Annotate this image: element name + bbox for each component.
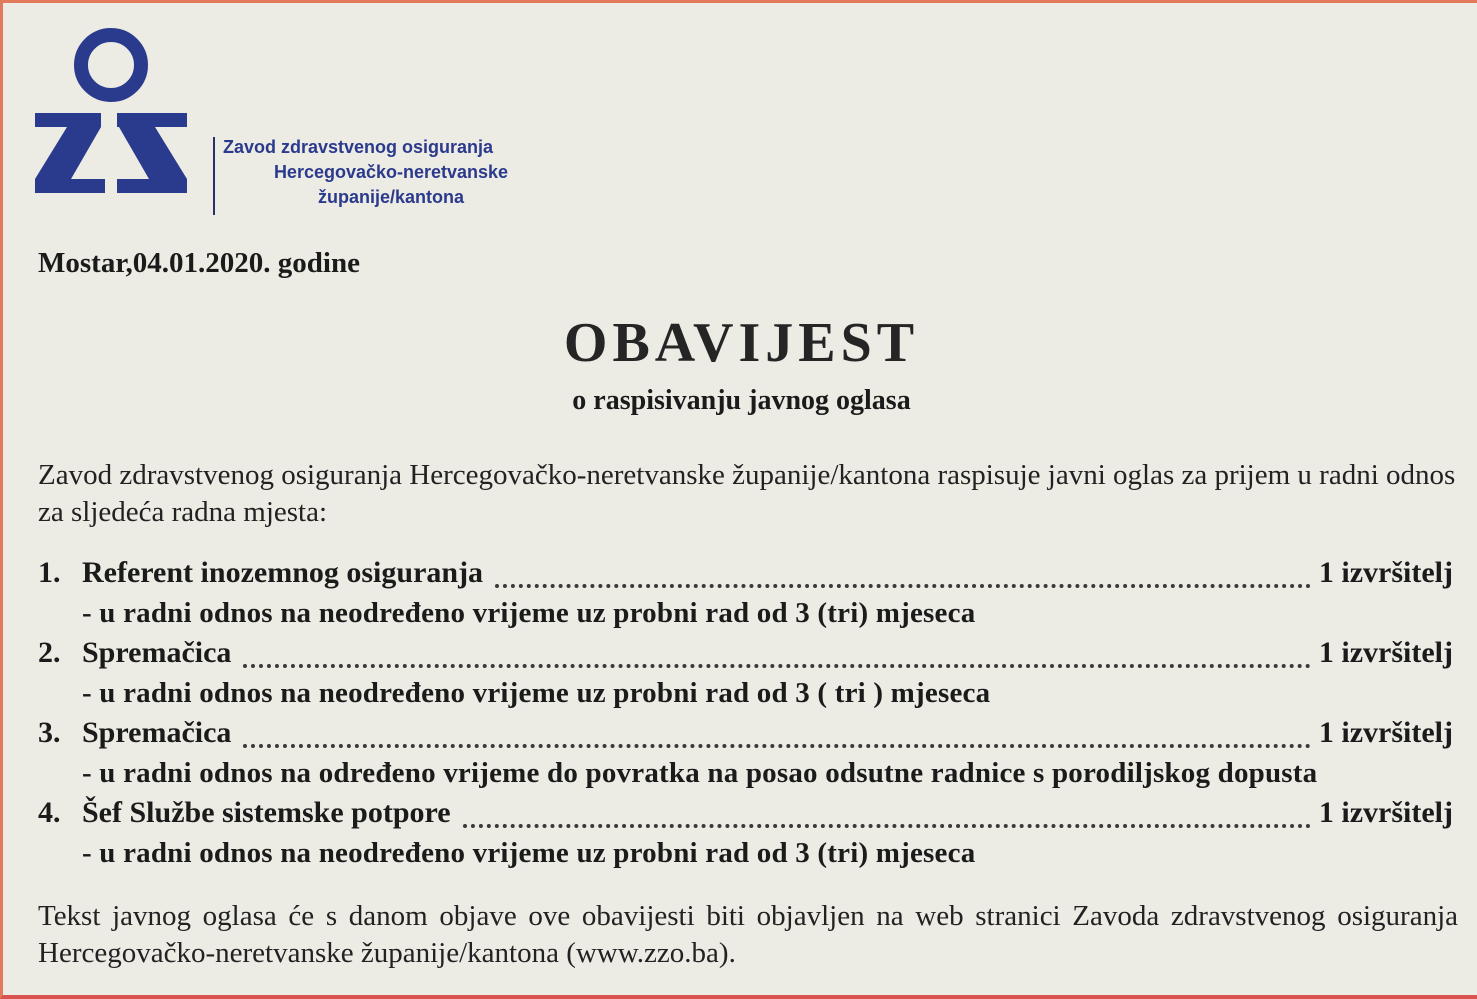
intro-paragraph: Zavod zdravstvenog osiguranja Hercegovačko-neretvanske županije/kantona raspisuje javni oglas za prijem u radni odnos za sljedeća radna mjesta: [38,459,1456,528]
logo-line-2: Hercegovačko-neretvanske [273,162,509,182]
position-count: 1 izvršitelj [1318,556,1453,589]
date-line: Mostar,04.01.2020. godine [38,247,360,279]
list-item [38,793,1453,873]
position-number: 4. [38,796,61,829]
position-detail: - u radni odnos na neodređeno vrijeme uz probni rad od 3 (tri) mjeseca [82,837,976,869]
position-detail: - u radni odnos na neodređeno vrijeme uz probni rad od 3 (tri) mjeseca [82,597,976,629]
position-count: 1 izvršitelj [1318,796,1453,829]
position-name: Referent inozemnog osiguranja [82,556,484,589]
closing-paragraph: Tekst javnog oglasa će s danom objave ove obavijesti biti objavljen na web stranici Zavoda zdravstvenog osiguranja Hercegovačko-neretvanske županije/kantona (www.zzo.ba). [38,900,1458,969]
logo-text [221,135,561,210]
position-count: 1 izvršitelj [1318,716,1453,749]
logo-divider [213,137,215,215]
positions-list [38,553,1453,873]
position-detail: - u radni odnos na neodređeno vrijeme uz probni rad od 3 ( tri ) mjeseca [82,677,991,709]
list-item [38,553,1453,633]
dotted-leader [463,814,1311,828]
dotted-leader [495,574,1311,588]
position-name: Spremačica [82,716,232,749]
notice-title: OBAVIJEST [563,312,920,374]
notice-subtitle: o raspisivanju javnog oglasa [572,385,911,416]
logo-line-1: Zavod zdravstvenog osiguranja [223,137,494,157]
position-count: 1 izvršitelj [1318,636,1453,669]
position-number: 2. [38,636,61,669]
position-detail: - u radni odnos na određeno vrijeme do povratka na posao odsutne radnice s porodiljskog dopusta [82,757,1318,789]
logo-line-3: županije/kantona [317,187,465,207]
institution-logo [31,25,571,207]
dotted-leader [243,734,1310,748]
position-name: Spremačica [82,636,232,669]
dotted-leader [243,654,1310,668]
list-item [38,633,1453,713]
position-number: 3. [38,716,61,749]
ozs-logo-icon [31,25,191,195]
position-number: 1. [38,556,61,589]
position-name: Šef Službe sistemske potpore [82,796,451,829]
list-item [38,713,1453,793]
